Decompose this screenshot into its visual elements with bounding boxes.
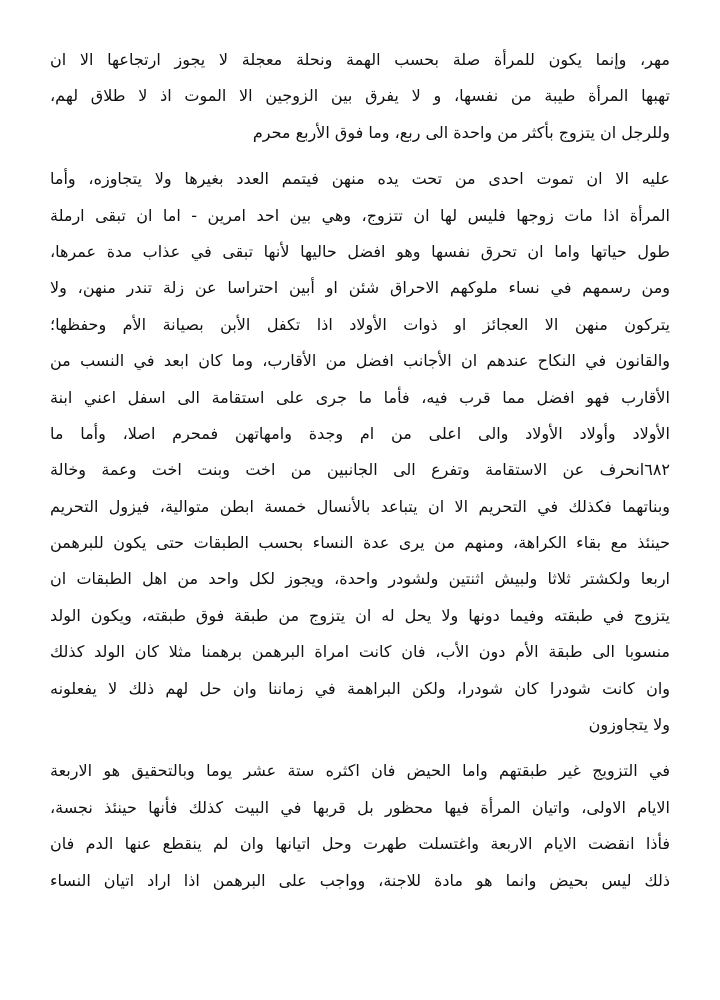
text-line: اربعا ولكشتر ثلاثا ولبيش اثنتين ولشودر واحدة، ويجوز لكل واحد من اهل الطبقات ان	[50, 569, 670, 589]
text-line: تهبها المرأة طيبة من نفسها، و لا يفرق بين الزوجين الا الموت اذ لا طلاق لهم،	[50, 86, 670, 106]
text-line: منسوبا الى طبقة الأم دون الأب، فان كانت امراة البرهمن برهمنا مثلا كان الولد كذلك	[50, 642, 670, 662]
paragraph-1	[50, 42, 670, 151]
text-line: ولا يتجاوزون	[588, 715, 670, 735]
text-line: وبناتهما فكذلك في التحريم الا ان يتباعد بالأنسال خمسة ابطن متوالية، فيزول التحريم	[50, 496, 670, 516]
paragraph-2	[50, 161, 670, 743]
text-line: طول حياتها واما ان تحرق نفسها وهو افضل حاليها لأنها تبقى في عذاب مدة عمرها،	[50, 241, 670, 261]
text-line: يتزوج في طبقته وفيما دونها ولا يحل له ان يتزوج من طبقة فوق طبقته، ويكون الولد	[50, 605, 670, 625]
text-line: الأولاد وأولاد الأولاد والى اعلى من ام وجدة وامهاتهن فمحرم اصلا، وأما ما	[50, 423, 670, 443]
text-line: فأذا انقضت الايام الاربعة واغتسلت طهرت وحل اتيانها وان لم ينقطع عنها الدم فان	[50, 834, 670, 854]
text-line: وان كانت شودرا كان شودرا، ولكن البراهمة في زماننا وان حل لهم ذلك لا يفعلونه	[50, 678, 670, 698]
paragraph-gap	[50, 743, 670, 753]
paragraph-3	[50, 753, 670, 899]
text-line: ذلك ليس بحيض وانما هو مادة للاجنة، وواجب على البرهمن اذا اراد اتيان النساء	[50, 870, 670, 890]
paragraph-gap	[50, 151, 670, 161]
text-line: المرأة اذا مات زوجها فليس لها ان تتزوج، وهي بين احد امرين - اما ان تبقى ارملة	[50, 205, 670, 225]
text-line: يتركون منهن الا العجائز او ذوات الأولاد اذا تكفل الأبن بصيانة الأم وحفظها؛	[50, 314, 670, 334]
text-line: في التزويج غير طبقتهم واما الحيض فان اكثره ستة عشر يوما وبالتحقيق هو الاربعة	[50, 761, 670, 781]
text-line: الايام الاولى، واتيان المرأة فيها محظور بل قربها في البيت كذلك فأنها حينئذ نجسة،	[50, 797, 670, 817]
text-line: ٦٨٢انحرف عن الاستقامة وتفرع الى الجانبين من اخت وبنت اخت وعمة وخالة	[50, 460, 670, 480]
document-page	[50, 42, 670, 899]
text-line: وللرجل ان يتزوج بأكثر من واحدة الى ربع، وما فوق الأربع محرم	[252, 122, 670, 142]
text-line: عليه الا ان تموت احدى من تحت يده منهن فيتمم العدد بغيرها ولا يتجاوزه، وأما	[50, 169, 670, 189]
text-line: حينئذ مع بقاء الكراهة، ومنهم من يرى عدة النساء بحسب الطبقات حتى يكون للبرهمن	[50, 533, 670, 553]
text-line: ومن رسمهم في نساء ملوكهم الاحراق شئن او أبين احتراسا عن زلة تندر منهن، ولا	[50, 278, 670, 298]
text-line: والقانون في النكاح عندهم ان الأجانب افضل من الأقارب، وما كان ابعد في النسب من	[50, 351, 670, 371]
text-line: مهر، وإنما يكون للمرأة صلة بحسب الهمة ونحلة معجلة لا يجوز ارتجاعها الا ان	[50, 50, 670, 69]
text-line: الأقارب فهو افضل مما قرب فيه، فأما ما جرى على استقامة الى اسفل اعني ابنة	[50, 387, 670, 407]
